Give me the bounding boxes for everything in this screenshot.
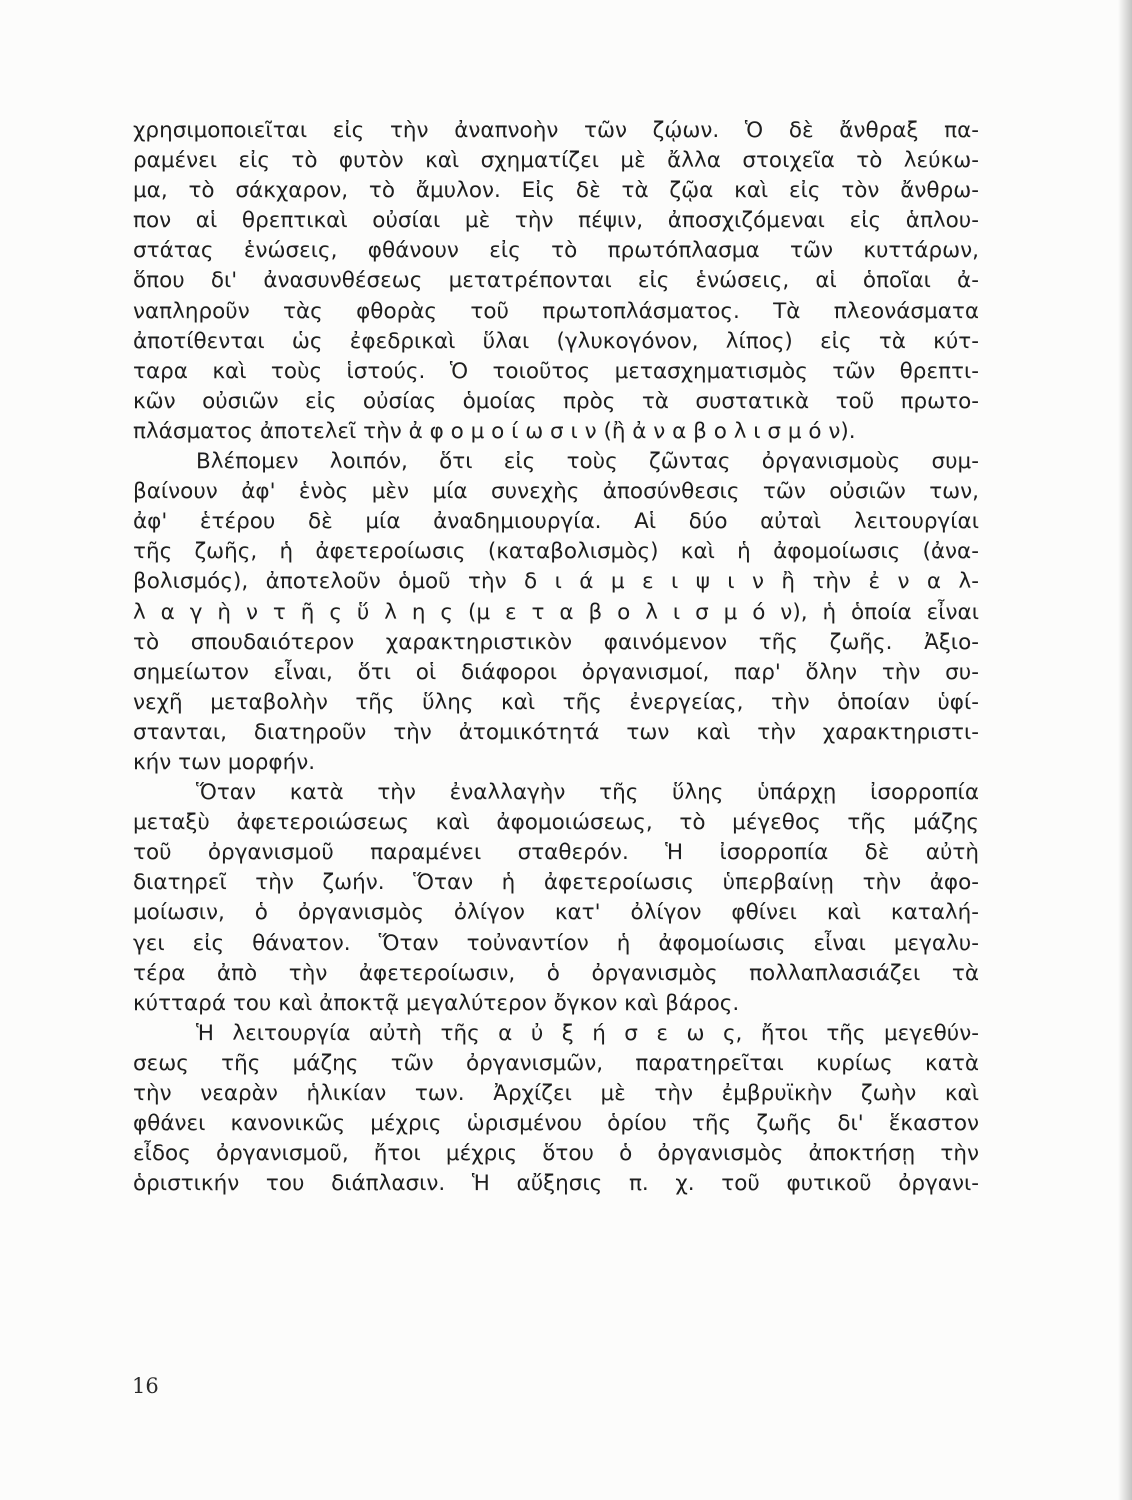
text-line: πλάσματος ἀποτελεῖ τὴν ἀ φ ο μ ο ί ω σ ι ν (ἢ ἀ ν α β ο λ ι σ μ ό ν). xyxy=(133,418,856,444)
text-line: χρησιμοποιεῖται εἰς τὴν ἀναπνοὴν τῶν ζῴων. Ὁ δὲ ἄνθραξ πα- xyxy=(133,118,979,143)
text-line: Ἡ λειτουργία αὐτὴ τῆς α ὐ ξ ή σ ε ω ς, ἤτοι τῆς μεγεθύν- xyxy=(196,1020,979,1046)
text-line: κύτταρά του καὶ ἀποκτᾷ μεγαλύτερον ὄγκον καὶ βάρος. xyxy=(133,990,740,1016)
text-line: τέρα ἀπὸ τὴν ἀφετεροίωσιν, ὁ ὀργανισμὸς πολλαπλασιάζει τὰ xyxy=(133,960,979,986)
paragraph xyxy=(133,116,979,447)
paragraph xyxy=(133,447,979,778)
text-line: νεχῆ μεταβολὴν τῆς ὕλης καὶ τῆς ἐνεργείας, τὴν ὁποίαν ὑφί- xyxy=(133,689,979,715)
text-line: ραμένει εἰς τὸ φυτὸν καὶ σχηματίζει μὲ ἄλλα στοιχεῖα τὸ λεύκω- xyxy=(133,148,979,174)
text-line: τὸ σπουδαιότερον χαρακτηριστικὸν φαινόμενον τῆς ζωῆς. Ἀξιο- xyxy=(133,629,979,655)
text-line: ὁριστικήν του διάπλασιν. Ἡ αὔξησις π. χ. τοῦ φυτικοῦ ὀργανι- xyxy=(133,1171,979,1197)
text-line: ἀποτίθενται ὡς ἐφεδρικαὶ ὕλαι (γλυκογόνον, λίπος) εἰς τὰ κύτ- xyxy=(133,328,979,354)
text-line: διατηρεῖ τὴν ζωήν. Ὅταν ἡ ἀφετεροίωσις ὑπερβαίνῃ τὴν ἀφο- xyxy=(133,870,979,896)
text-line: κήν των μορφήν. xyxy=(133,749,316,775)
text-line: τοῦ ὀργανισμοῦ παραμένει σταθερόν. Ἡ ἰσορροπία δὲ αὐτὴ xyxy=(133,840,979,866)
text-line: εἶδος ὀργανισμοῦ, ἤτοι μέχρις ὅτου ὁ ὀργανισμὸς ἀποκτήσῃ τὴν xyxy=(133,1141,979,1167)
text-line: Βλέπομεν λοιπόν, ὅτι εἰς τοὺς ζῶντας ὀργανισμοὺς συμ- xyxy=(196,449,979,475)
text-line: βολισμός), ἀποτελοῦν ὁμοῦ τὴν δ ι ά μ ε ι ψ ι ν ἢ τὴν ἐ ν α λ- xyxy=(133,569,979,595)
text-line: κῶν οὐσιῶν εἰς οὐσίας ὁμοίας πρὸς τὰ συστατικὰ τοῦ πρωτο- xyxy=(133,388,979,414)
text-line: σεως τῆς μάζης τῶν ὀργανισμῶν, παρατηρεῖται κυρίως κατὰ xyxy=(133,1050,979,1076)
page-edge-shadow xyxy=(1118,0,1132,1500)
text-line: ὅπου δι' ἀνασυνθέσεως μετατρέπονται εἰς ἑνώσεις, αἱ ὁποῖαι ἀ- xyxy=(133,268,979,294)
text-line: στανται, διατηροῦν τὴν ἀτομικότητά των καὶ τὴν χαρακτηριστι- xyxy=(133,719,979,745)
text-line: ταρα καὶ τοὺς ἱστούς. Ὁ τοιοῦτος μετασχηματισμὸς τῶν θρεπτι- xyxy=(133,358,979,384)
text-line: τὴν νεαρὰν ἡλικίαν των. Ἀρχίζει μὲ τὴν ἐμβρυϊκὴν ζωὴν καὶ xyxy=(133,1081,979,1106)
text-line: μεταξὺ ἀφετεροιώσεως καὶ ἀφομοιώσεως, τὸ μέγεθος τῆς μάζης xyxy=(133,810,979,836)
page-number: 16 xyxy=(132,1374,159,1398)
text-line: βαίνουν ἀφ' ἑνὸς μὲν μία συνεχὴς ἀποσύνθεσις τῶν οὐσιῶν των, xyxy=(133,479,979,505)
text-line: πον αἱ θρεπτικαὶ οὐσίαι μὲ τὴν πέψιν, ἀποσχιζόμεναι εἰς ἁπλου- xyxy=(133,208,979,234)
text-line: τῆς ζωῆς, ἡ ἀφετεροίωσις (καταβολισμὸς) καὶ ἡ ἀφομοίωσις (ἀνα- xyxy=(133,539,979,565)
paragraph xyxy=(133,1019,979,1200)
paragraph xyxy=(133,778,979,1019)
text-line: μα, τὸ σάκχαρον, τὸ ἄμυλον. Εἰς δὲ τὰ ζῷα καὶ εἰς τὸν ἄνθρω- xyxy=(133,178,979,204)
text-line: γει εἰς θάνατον. Ὅταν τοὐναντίον ἡ ἀφομοίωσις εἶναι μεγαλυ- xyxy=(133,930,979,956)
text-line: Ὅταν κατὰ τὴν ἐναλλαγὴν τῆς ὕλης ὑπάρχῃ ἰσορροπία xyxy=(196,780,979,806)
text-line: σημείωτον εἶναι, ὅτι οἱ διάφοροι ὀργανισμοί, παρ' ὅλην τὴν συ- xyxy=(133,659,979,685)
body-text xyxy=(133,116,979,1199)
text-line: ἀφ' ἑτέρου δὲ μία ἀναδημιουργία. Αἱ δύο αὐταὶ λειτουργίαι xyxy=(133,509,979,535)
text-line: φθάνει κανονικῶς μέχρις ὡρισμένου ὁρίου τῆς ζωῆς δι' ἕκαστον xyxy=(133,1111,979,1137)
text-line: λ α γ ὴ ν τ ῆ ς ὕ λ η ς (μ ε τ α β ο λ ι σ μ ό ν), ἡ ὁποία εἶναι xyxy=(133,599,979,625)
text-line: ναπληροῦν τὰς φθορὰς τοῦ πρωτοπλάσματος. Τὰ πλεονάσματα xyxy=(133,298,979,324)
text-line: μοίωσιν, ὁ ὀργανισμὸς ὀλίγον κατ' ὀλίγον φθίνει καὶ καταλή- xyxy=(133,900,979,926)
text-line: στάτας ἑνώσεις, φθάνουν εἰς τὸ πρωτόπλασμα τῶν κυττάρων, xyxy=(133,238,979,264)
